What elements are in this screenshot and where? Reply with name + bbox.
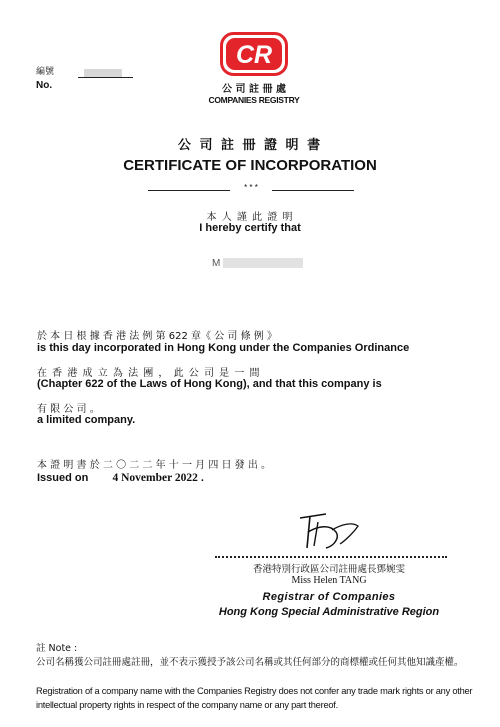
logo-text: CR xyxy=(235,41,273,69)
number-underline xyxy=(78,77,133,78)
body-cn-line3: 有 限 公 司 。 xyxy=(37,404,100,415)
issued-cn: 本 證 明 書 於 二 〇 二 二 年 十 一 月 四 日 發 出 。 xyxy=(37,460,272,471)
signature-dotted-line xyxy=(215,556,447,558)
certify-en: I hereby certify that xyxy=(199,222,301,234)
number-label-en: No. xyxy=(36,80,53,91)
note-en: Registration of a company name with the Companies Registry does not confer any trade mark rights or any other intellectual property rights in respect of the company name or any part thereof. xyxy=(36,686,473,710)
registry-name-en: COMPANIES REGISTRY xyxy=(208,95,300,105)
number-label-cn: 編號 xyxy=(36,67,55,77)
registrar-cn: 香港特別行政區公司註冊處長鄧婉雯 xyxy=(252,564,405,575)
registrar-title1: Registrar of Companies xyxy=(262,591,396,603)
body-en-line2: (Chapter 622 of the Laws of Hong Kong), and that this company is xyxy=(37,378,382,390)
body-cn-line2: 在 香 港 成 立 為 法 團 ， 此 公 司 是 一 間 xyxy=(37,368,261,379)
title-cn: 公 司 註 冊 證 明 書 xyxy=(177,138,323,153)
certify-cn: 本 人 謹 此 證 明 xyxy=(206,212,294,223)
cr-logo-icon xyxy=(220,32,288,76)
issued-date: 4 November 2022 xyxy=(112,472,198,484)
redacted-company-name xyxy=(223,258,303,268)
body-en-line3: a limited company. xyxy=(37,414,136,426)
company-name: M xyxy=(212,258,303,269)
registrar-name: Miss Helen TANG xyxy=(291,575,367,586)
divider-right xyxy=(272,190,354,191)
note-cn: 公司名稱獲公司註冊處註冊，並不表示獲授予該公司名稱或其任何部分的商標權或任何其他知識產權。 xyxy=(36,657,464,668)
signature-icon xyxy=(296,510,364,554)
note-label: 註 Note : xyxy=(36,643,78,654)
title-en: CERTIFICATE OF INCORPORATION xyxy=(123,157,377,174)
body-cn-line1: 於 本 日 根 據 香 港 法 例 第 622 章《 公 司 條 例 》 xyxy=(37,331,277,342)
issued-en: Issued on 4 November 2022 . xyxy=(37,472,204,484)
body-en-line1: is this day incorporated in Hong Kong under the Companies Ordinance xyxy=(37,342,410,354)
registry-name-cn: 公 司 註 冊 處 xyxy=(222,84,286,95)
registrar-title2: Hong Kong Special Administrative Region xyxy=(218,606,440,618)
stars-divider: * * * xyxy=(244,183,258,192)
number-value xyxy=(84,65,122,83)
divider-left xyxy=(148,190,230,191)
